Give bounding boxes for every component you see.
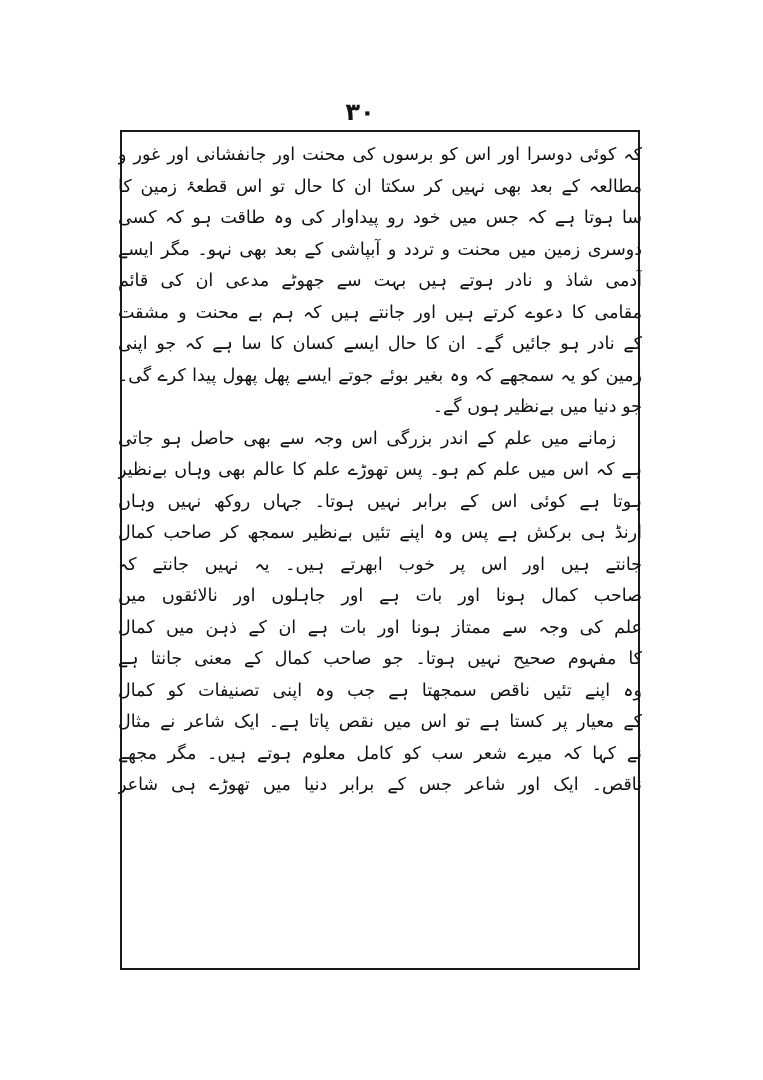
text-line: مطالعہ کے بعد بھی نہیں کر سکتا ان کا حال تو اس قطعۂ زمین کا (118, 176, 642, 197)
text-line: دوسری زمین میں محنت و تردد و آبپاشی کے بعد بھی نہو۔ مگر ایسے (118, 239, 642, 260)
page-number: ۳۰ (345, 98, 375, 126)
text-line: آدمی شاذ و نادر ہوتے ہیں بہت سے جھوٹے مدعی ان کی قائم (118, 271, 642, 291)
text-line: ناقص۔ ایک اور شاعر جس کے برابر دنیا میں تھوڑے ہی شاعر (118, 775, 642, 795)
text-line: زمانے میں علم کے اندر بزرگی اس وجہ سے بھی حاصل ہو جاتی (118, 428, 616, 449)
text-line: سا ہوتا ہے کہ جس میں خود رو پیداوار کی وہ طاقت ہو کہ کسی (118, 208, 642, 228)
text-line: زمین کو یہ سمجھے کہ وہ بغیر بوئے جوتے ایسے پھل پھول پیدا کرے گی۔ (118, 365, 642, 386)
text-line: علم کی وجہ سے ممتاز ہونا اور بات ہے ان کے ذہن میں کمال (118, 617, 642, 638)
paragraph-1 (118, 140, 642, 424)
text-line: جانتے ہیں اور اس پر خوب ابھرتے ہیں۔ یہ نہیں جانتے کہ (118, 554, 642, 575)
text-line: وہ اپنے تئیں ناقص سمجھتا ہے جب وہ اپنی تصنیفات کو کمال (118, 680, 642, 701)
page-body (118, 140, 642, 960)
text-line: مقامی کا دعوے کرتے ہیں اور جانتے ہیں کہ ہم بے محنت و مشقت (118, 302, 642, 323)
text-line: جو دنیا میں بےنظیر ہوں گے۔ (432, 397, 642, 417)
text-line: نے کہا کہ میرے شعر سب کو کامل معلوم ہوتے ہیں۔ مگر مجھے (118, 743, 642, 764)
text-line: کے معیار پر کستا ہے تو اس میں نقص پاتا ہے۔ ایک شاعر نے مثال (118, 712, 642, 732)
text-line: کے نادر ہو جائیں گے۔ ان کا حال ایسے کسان کا سا ہے کہ جو اپنی (118, 334, 642, 354)
text-line: صاحب کمال ہونا اور بات ہے اور جاہلوں اور نالائقوں میں (118, 586, 642, 606)
paragraph-2 (118, 424, 642, 802)
text-line: ہے کہ اس میں علم کم ہو۔ پس تھوڑے علم کا عالم بھی وہاں بےنظیر (118, 460, 642, 480)
text-line: کہ کوئی دوسرا اور اس کو برسوں کی محنت اور جانفشانی اور غور و (118, 145, 642, 165)
text-line: ارنڈ ہی برکش ہے پس وہ اپنے تئیں بےنظیر سمجھ کر صاحب کمال (118, 523, 642, 543)
text-line: ہوتا ہے کوئی اس کے برابر نہیں ہوتا۔ جہاں روکھ نہیں وہاں (118, 491, 642, 512)
text-line: کا مفہوم صحیح نہیں ہوتا۔ جو صاحب کمال کے معنی جانتا ہے (118, 649, 642, 669)
